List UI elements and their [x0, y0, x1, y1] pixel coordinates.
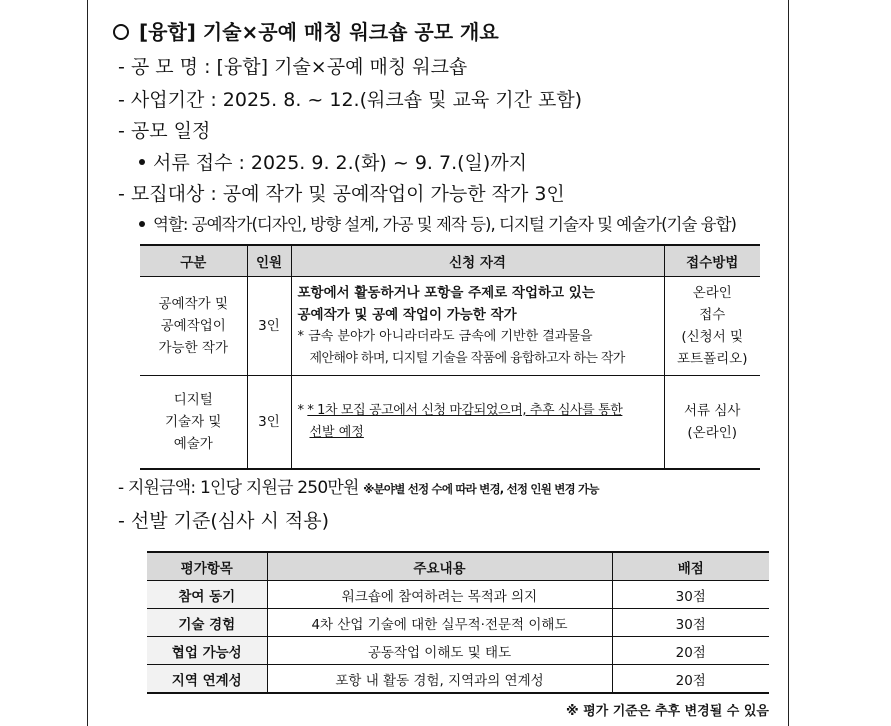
content-cell: 포항 내 활동 경험, 지역과의 연계성: [267, 665, 612, 694]
item-cell: 기술 경험: [147, 609, 267, 637]
section-title-text: [융합] 기술×공예 매칭 워크숍 공모 개요: [139, 20, 499, 44]
header-qualification: 신청 자격: [291, 245, 664, 277]
table-row: [147, 581, 769, 609]
period-line: - 사업기간 : 2025. 8. ~ 12.(워크숍 및 교육 기간 포함): [118, 89, 583, 111]
eligibility-table: [140, 244, 760, 470]
bullet-icon: [139, 159, 145, 165]
role-item: [139, 211, 736, 235]
circle-bullet-icon: [113, 24, 129, 40]
role-item-text: 역할: 공예작가(디자인, 방향 설계, 가공 및 제작 등), 디지털 기술자 및 예술가(기술 융합): [153, 215, 736, 234]
content-cell: 워크숍에 참여하려는 목적과 의지: [267, 581, 612, 609]
item-cell: 지역 연계성: [147, 665, 267, 694]
qualification-cell: [291, 376, 664, 470]
cell-line: 온라인: [692, 285, 732, 301]
header-count: 인원: [247, 245, 291, 277]
criteria-label: - 선발 기준(심사 시 적용): [118, 510, 330, 532]
cell-line: 공예작가 및: [158, 296, 228, 312]
target-line: - 모집대상 : 공예 작가 및 공예작업이 가능한 작가 3인: [118, 183, 565, 205]
support-text: - 지원금액: 1인당 지원금 250만원: [118, 478, 359, 498]
qual-note-text: 선발 예정: [309, 425, 364, 440]
table-row: [147, 665, 769, 694]
cell-line: 가능한 작가: [158, 340, 228, 356]
table-header-row: [140, 245, 760, 277]
count-cell: 3인: [247, 277, 291, 376]
method-cell: [664, 376, 760, 470]
qual-note-line: 제안해야 하며, 디지털 기술을 작품에 융합하고자 하는 작가: [309, 351, 625, 366]
footnote: ※ 평가 기준은 추후 변경될 수 있음: [565, 704, 769, 719]
table-header-row: [147, 552, 769, 581]
schedule-item-text: 서류 접수 : 2025. 9. 2.(화) ~ 9. 7.(일)까지: [153, 152, 528, 174]
item-cell: 협업 가능성: [147, 637, 267, 665]
header-content: 주요내용: [267, 552, 612, 581]
content-cell: 공동작업 이해도 및 태도: [267, 637, 612, 665]
support-note: ※분야별 선정 수에 따라 변경, 선정 인원 변경 가능: [363, 482, 599, 496]
category-cell: [140, 376, 247, 470]
bullet-icon: [139, 221, 145, 227]
table-row: [147, 637, 769, 665]
qualification-cell: [291, 277, 664, 376]
cell-line: 공예작업이: [160, 318, 226, 334]
qual-line: 포항에서 활동하거나 포항을 주제로 작업하고 있는: [297, 285, 595, 301]
score-cell: 20점: [612, 637, 769, 665]
cell-line: 접수: [699, 307, 726, 323]
section-title: [113, 16, 499, 45]
qual-note-line: * * 1차 모집 공고에서 신청 마감되었으며, 추후 심사를 통한: [297, 403, 623, 418]
category-cell: [140, 277, 247, 376]
header-score: 배점: [612, 552, 769, 581]
score-cell: 30점: [612, 581, 769, 609]
criteria-table: [147, 551, 769, 694]
qual-line: 공예작가 및 공예 작업이 가능한 작가: [297, 307, 517, 323]
header-item: 평가항목: [147, 552, 267, 581]
schedule-label: - 공모 일정: [118, 120, 211, 142]
qual-note-text: * 1차 모집 공고에서 신청 마감되었으며, 추후 심사를 통한: [307, 403, 623, 418]
header-category: 구분: [140, 245, 247, 277]
cell-line: 기술자 및: [165, 414, 222, 430]
table-row: [140, 376, 760, 470]
score-cell: 30점: [612, 609, 769, 637]
qual-note-line: * 금속 분야가 아니라더라도 금속에 기반한 결과물을: [297, 329, 593, 344]
schedule-item: [139, 148, 527, 175]
table-row: [147, 609, 769, 637]
support-line: [118, 473, 599, 498]
method-cell: [664, 277, 760, 376]
cell-line: (온라인): [687, 425, 738, 441]
table-row: [140, 277, 760, 376]
qual-note-line: [298, 422, 658, 444]
cell-line: 예술가: [173, 436, 213, 452]
item-cell: 참여 동기: [147, 581, 267, 609]
cell-line: 서류 심사: [684, 403, 741, 419]
cell-line: 포트폴리오): [677, 351, 748, 367]
cell-line: 디지털: [173, 392, 213, 408]
header-method: 접수방법: [664, 245, 760, 277]
count-cell: 3인: [247, 376, 291, 470]
name-line: - 공 모 명 : [융합] 기술×공예 매칭 워크숍: [118, 56, 468, 78]
score-cell: 20점: [612, 665, 769, 694]
content-cell: 4차 산업 기술에 대한 실무적·전문적 이해도: [267, 609, 612, 637]
cell-line: (신청서 및: [681, 329, 744, 345]
